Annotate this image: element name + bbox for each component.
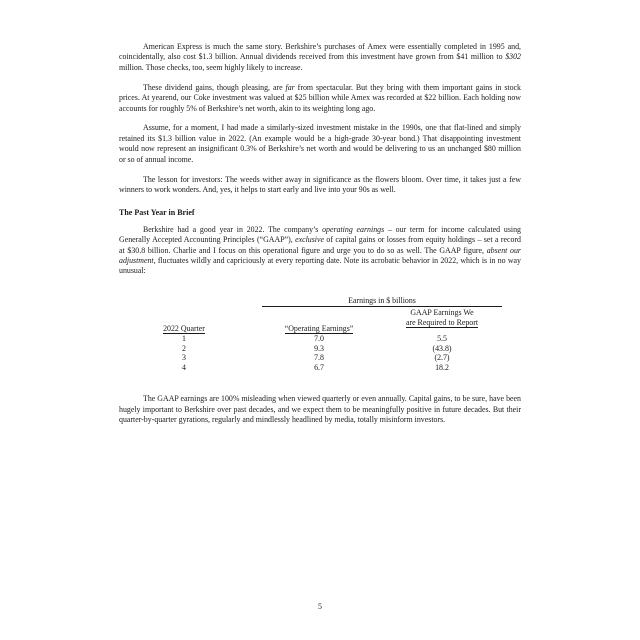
header-text: are Required to Report xyxy=(405,317,479,327)
paragraph-text: , fluctuates wildly and capriciously at every reporting date. Note its acrobatic behavior in 2022, which is in no way unusual: xyxy=(119,256,521,276)
table-cell: 7.8 xyxy=(314,353,324,363)
paragraph-text: American Express is much the same story. Berkshire’s purchases of Amex were essentially completed in 1995 and, coincidentally, also cost $1.3 billion. Annual dividends received from this investment have grown from $41 million to xyxy=(119,42,521,62)
paragraph-text: These dividend gains, though pleasing, are xyxy=(143,82,286,92)
table-column-quarter xyxy=(139,334,229,372)
table-cell: 5.5 xyxy=(437,334,447,344)
table-cell: 18.2 xyxy=(435,362,449,372)
emphasis-text: operating earnings xyxy=(322,224,385,234)
paragraph-good-year xyxy=(119,225,521,277)
header-text: “Operating Earnings” xyxy=(284,324,354,334)
paragraph-amex xyxy=(119,42,521,73)
table-group-header: Earnings in $ billions xyxy=(262,296,502,307)
table-cell: 4 xyxy=(182,362,186,372)
emphasis-text: far xyxy=(285,82,295,92)
table-cell: 2 xyxy=(182,343,186,353)
paragraph-gaap-misleading: The GAAP earnings are 100% misleading when viewed quarterly or even annually. Capital gains, to be sure, have been hugely important to Berkshire over past decades, and we expect them to be meaningfully positive in future decades. But their quarter-by-quarter gyrations, regularly and mindlessly headlined by media, totally misinform investors. xyxy=(119,394,521,425)
emphasis-text: exclusive xyxy=(295,235,324,245)
paragraph-dividend-gains xyxy=(119,83,521,114)
table-cell: (2.7) xyxy=(434,353,450,363)
paragraph-text: from spectacular. But they bring with them important gains in stock prices. At yearend, our Coke investment was valued at $25 billion while Amex was recorded at $22 billion. Each holding now accounts for roughly 5% of Berkshire’s net worth, akin to its weighting long ago. xyxy=(119,82,521,113)
paragraph-assume: Assume, for a moment, I had made a similarly-sized investment mistake in the 1990s, one that flat-lined and simply retained its $1.3 billion value in 2022. (An example would be a high-grade 30-year bond.) That disappointing investment would now represent an insignificant 0.3% of Berkshire’s net worth and would be delivering to us an unchanged $80 million or so of annual income. xyxy=(119,123,521,164)
table-header-operating xyxy=(259,324,379,334)
paragraph-text: of capital gains or losses from equity holdings – set a record at $30.8 billion. Charlie and I focus on this operational figure and urge you to do so as well. The GAAP figure, xyxy=(119,235,521,255)
table-column-gaap xyxy=(381,334,503,372)
table-header-gaap-line1: GAAP Earnings We xyxy=(410,308,474,318)
emphasis-text: $302 xyxy=(505,52,521,62)
page-content xyxy=(119,42,521,435)
paragraph-text: – our term for income calculated using Generally Accepted Accounting Principles (“GAAP”), xyxy=(119,224,521,245)
table-cell: (43.8) xyxy=(432,343,452,353)
table-cell: 6.7 xyxy=(314,362,324,372)
table-header-quarter xyxy=(139,324,229,334)
emphasis-text: absent our adjustment xyxy=(119,245,521,265)
earnings-table xyxy=(119,286,521,394)
section-heading: The Past Year in Brief xyxy=(119,208,195,218)
header-text: 2022 Quarter xyxy=(163,324,205,334)
table-cell: 9.3 xyxy=(314,343,324,353)
table-header-gaap-line2 xyxy=(381,318,503,328)
paragraph-lesson: The lesson for investors: The weeds wither away in significance as the flowers bloom. Over time, it takes just a few winners to work wonders. And, yes, it helps to start early and live into your 90s as well. xyxy=(119,174,521,194)
table-cell: 1 xyxy=(182,334,186,344)
table-column-operating xyxy=(259,334,379,372)
paragraph-text: Berkshire had a good year in 2022. The company’s xyxy=(143,224,323,234)
table-cell: 7.0 xyxy=(314,334,324,344)
table-cell: 3 xyxy=(182,353,186,363)
page-number: 5 xyxy=(318,602,322,611)
paragraph-text: million. Those checks, too, seem highly likely to increase. xyxy=(119,62,303,72)
